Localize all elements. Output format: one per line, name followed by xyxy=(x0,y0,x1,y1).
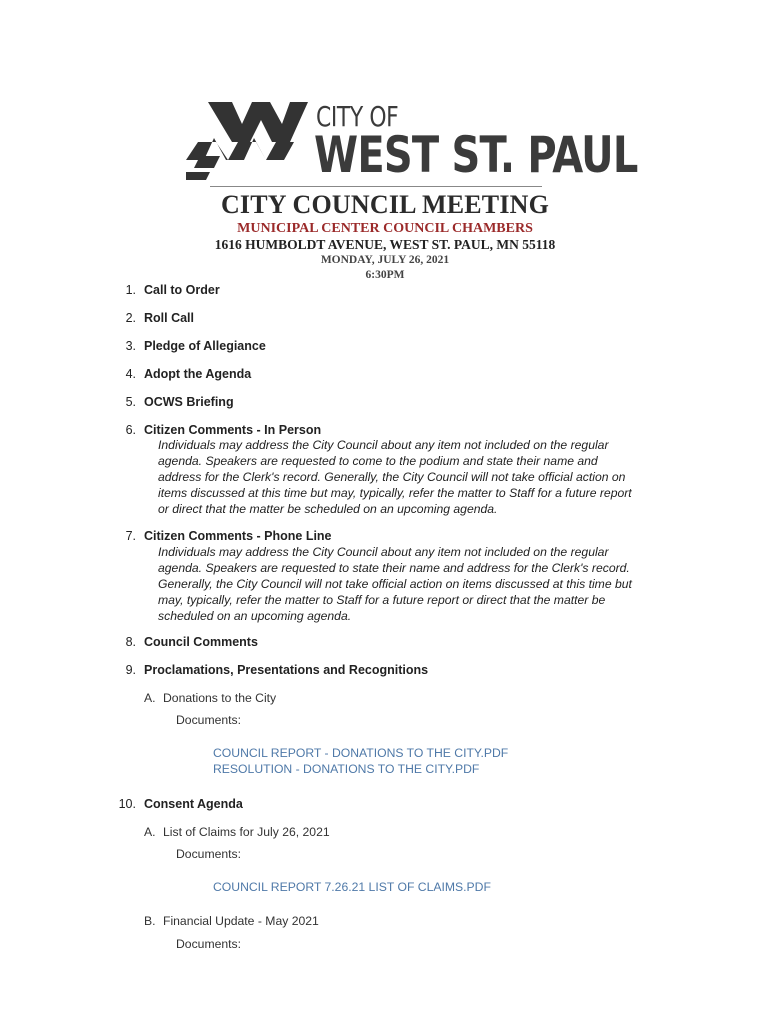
item-label: Council Comments xyxy=(144,635,258,649)
description-line: agenda. Speakers are requested to state their name and address for the Clerk's record. xyxy=(158,561,630,575)
description-line: may, typically, refer the matter to Staff for a future report or direct that the matter be xyxy=(158,593,606,607)
meeting-location: MUNICIPAL CENTER COUNCIL CHAMBERS xyxy=(237,221,533,236)
item-number: 7. xyxy=(125,529,136,543)
sub-item-letter: A. xyxy=(144,691,156,705)
item-label: OCWS Briefing xyxy=(144,395,234,409)
description-line: or direct that the matter be scheduled on an upcoming agenda. xyxy=(158,502,498,516)
item-number: 4. xyxy=(125,367,136,381)
item-number: 1. xyxy=(125,283,136,297)
header-divider xyxy=(210,186,542,187)
item-label: Citizen Comments - In Person xyxy=(144,423,322,437)
city-logo xyxy=(186,98,638,184)
item-label: Pledge of Allegiance xyxy=(144,339,266,353)
document-link[interactable]: COUNCIL REPORT - DONATIONS TO THE CITY.PDF xyxy=(213,746,509,760)
document-link[interactable]: COUNCIL REPORT 7.26.21 LIST OF CLAIMS.PDF xyxy=(213,880,491,894)
description-line: Generally, the City Council will not take official action on items discussed at this time but xyxy=(158,577,632,591)
sub-item-text: Financial Update - May 2021 xyxy=(163,914,319,928)
item-description xyxy=(158,544,658,624)
logo-west-st-paul: WEST ST. PAUL xyxy=(314,126,638,184)
item-number: 10. xyxy=(118,797,136,811)
description-line: agenda. Speakers are requested to come to the podium and state their name and xyxy=(158,454,598,468)
item-label: Adopt the Agenda xyxy=(144,367,252,381)
page-title: CITY COUNCIL MEETING xyxy=(220,190,550,219)
item-number: 2. xyxy=(125,311,136,325)
item-label: Call to Order xyxy=(144,283,220,297)
item-label: Citizen Comments - Phone Line xyxy=(144,529,332,543)
description-line: Individuals may address the City Council about any item not included on the regular xyxy=(158,545,609,559)
description-line: items discussed at this time but may, typically, refer the matter to Staff for a future report xyxy=(158,486,632,500)
logo-city-of: CITY OF xyxy=(316,100,399,133)
item-description xyxy=(158,437,658,517)
sub-item-letter: A. xyxy=(144,825,156,839)
description-line: scheduled on an upcoming agenda. xyxy=(158,609,352,623)
documents-label: Documents: xyxy=(176,713,242,727)
sub-item-text: List of Claims for July 26, 2021 xyxy=(163,825,330,839)
item-label: Roll Call xyxy=(144,311,195,325)
documents-label: Documents: xyxy=(176,847,242,861)
description-line: address for the Clerk's record. Generally, the City Council will not take official action on xyxy=(158,470,626,484)
item-label: Consent Agenda xyxy=(144,797,243,811)
document-link[interactable]: RESOLUTION - DONATIONS TO THE CITY.PDF xyxy=(213,762,480,776)
meeting-time: 6:30PM xyxy=(365,269,405,281)
meeting-address: 1616 HUMBOLDT AVENUE, WEST ST. PAUL, MN 55118 xyxy=(214,237,556,252)
meeting-date: MONDAY, JULY 26, 2021 xyxy=(320,254,450,266)
item-number: 3. xyxy=(125,339,136,353)
sub-item-letter: B. xyxy=(144,914,156,928)
item-number: 5. xyxy=(125,395,136,409)
item-number: 9. xyxy=(125,663,136,677)
description-line: Individuals may address the City Council about any item not included on the regular xyxy=(158,438,609,452)
item-number: 6. xyxy=(125,423,136,437)
west-st-paul-logo-mark xyxy=(186,98,316,180)
sub-item-text: Donations to the City xyxy=(163,691,277,705)
item-number: 8. xyxy=(125,635,136,649)
item-label: Proclamations, Presentations and Recognitions xyxy=(144,663,429,677)
documents-label: Documents: xyxy=(176,937,242,951)
